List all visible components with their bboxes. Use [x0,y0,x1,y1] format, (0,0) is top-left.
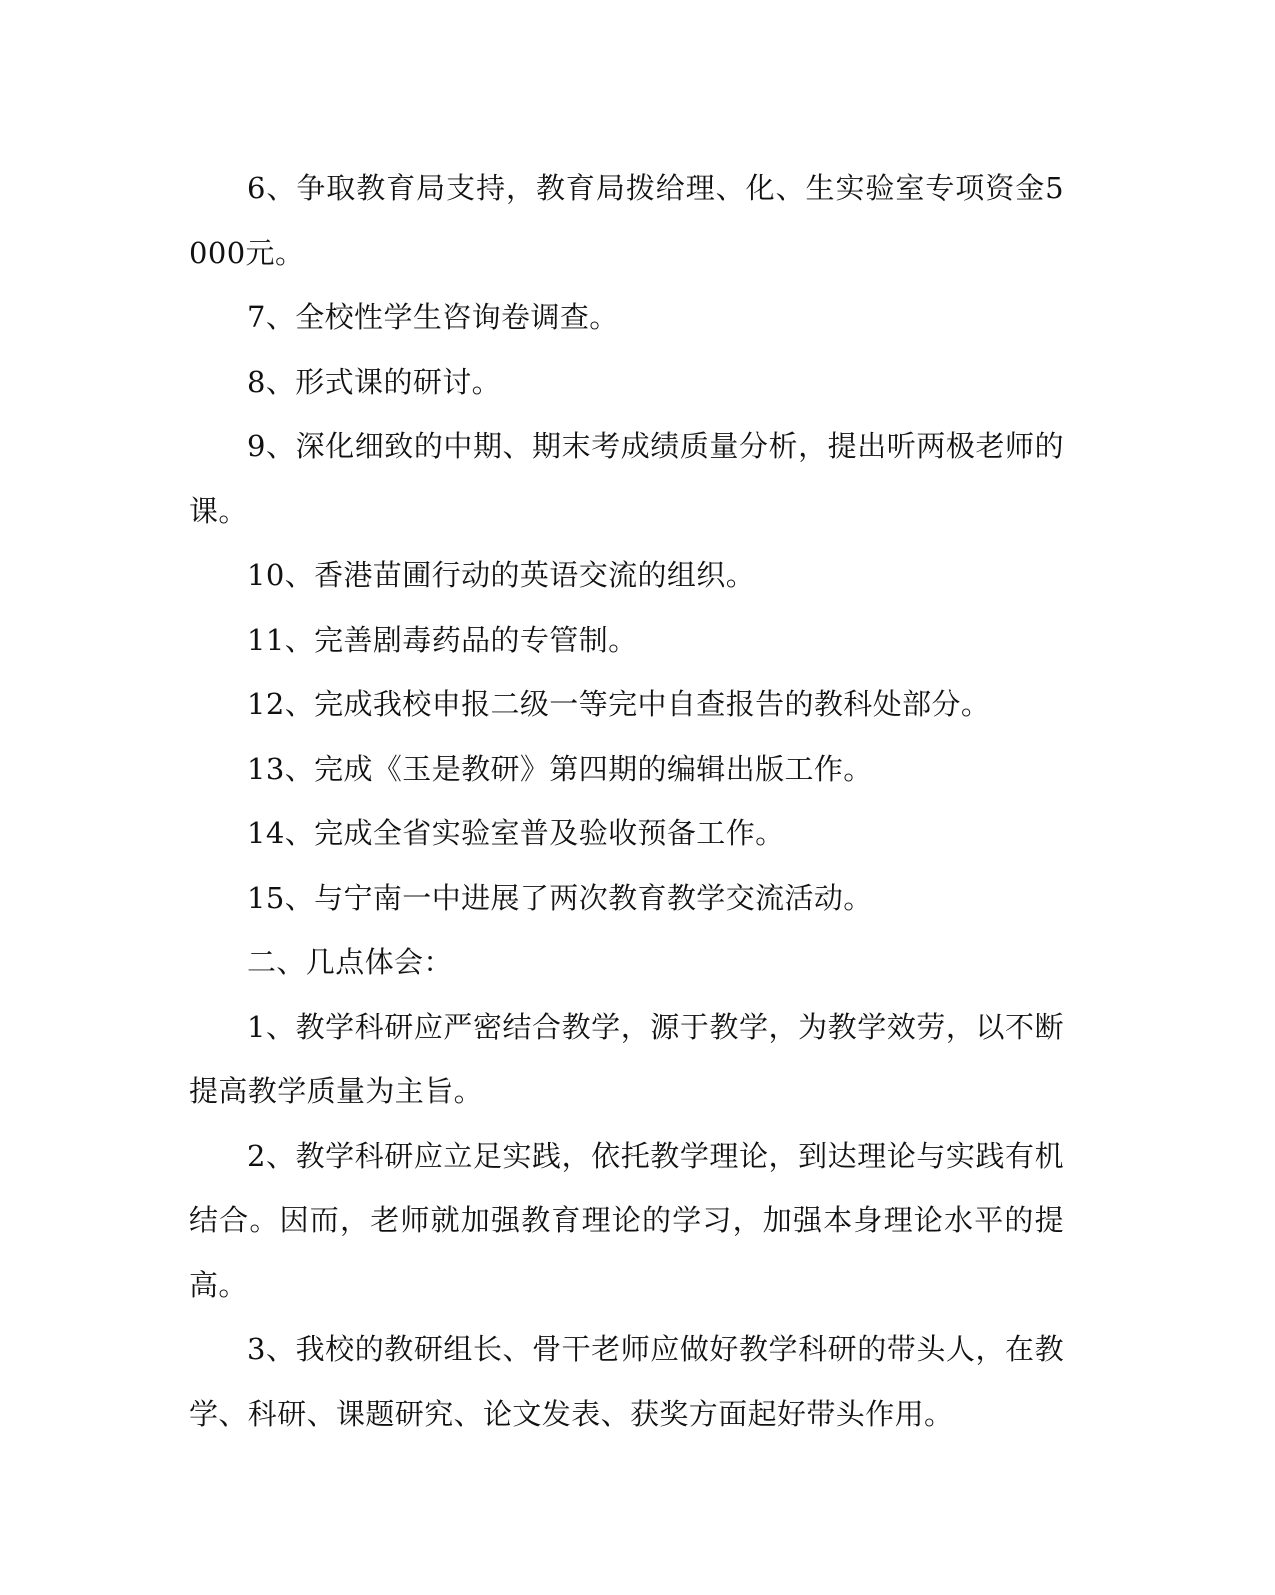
paragraph-item-14: 14、完成全省实验室普及验收预备工作。 [247,816,785,850]
section-heading: 二、几点体会： [247,945,453,979]
insight-item-1: 1、教学科研应严密结合教学，源于教学，为教学效劳，以不断提高教学质量为主旨。 [189,1009,1064,1108]
paragraph-item-13: 13、完成《玉是教研》第四期的编辑出版工作。 [247,751,873,786]
paragraph-item-11: 11、完善剧毒药品的专管制。 [247,622,638,657]
document-body [189,156,1064,1446]
insight-item-2: 2、教学科研应立足实践，依托教学理论，到达理论与实践有机结合。因而，老师就加强教育理论的学习，加强本身理论水平的提高。 [189,1138,1064,1302]
paragraph-item-15: 15、与宁南一中进展了两次教育教学交流活动。 [247,880,873,915]
paragraph-item-6: 6、争取教育局支持，教育局拨给理、化、生实验室专项资金5000元。 [189,171,1064,270]
paragraph-item-9: 9、深化细致的中期、期末考成绩质量分析，提出听两极老师的课。 [189,429,1064,528]
paragraph-item-10: 10、香港苗圃行动的英语交流的组织。 [247,558,756,592]
insight-item-3: 3、我校的教研组长、骨干老师应做好教学科研的带头人，在教学、科研、课题研究、论文发表、获奖方面起好带头作用。 [189,1332,1064,1431]
paragraph-item-7: 7、全校性学生咨询卷调查。 [247,300,619,334]
paragraph-item-8: 8、形式课的研讨。 [247,364,502,399]
paragraph-item-12: 12、完成我校申报二级一等完中自查报告的教科处部分。 [247,687,991,721]
